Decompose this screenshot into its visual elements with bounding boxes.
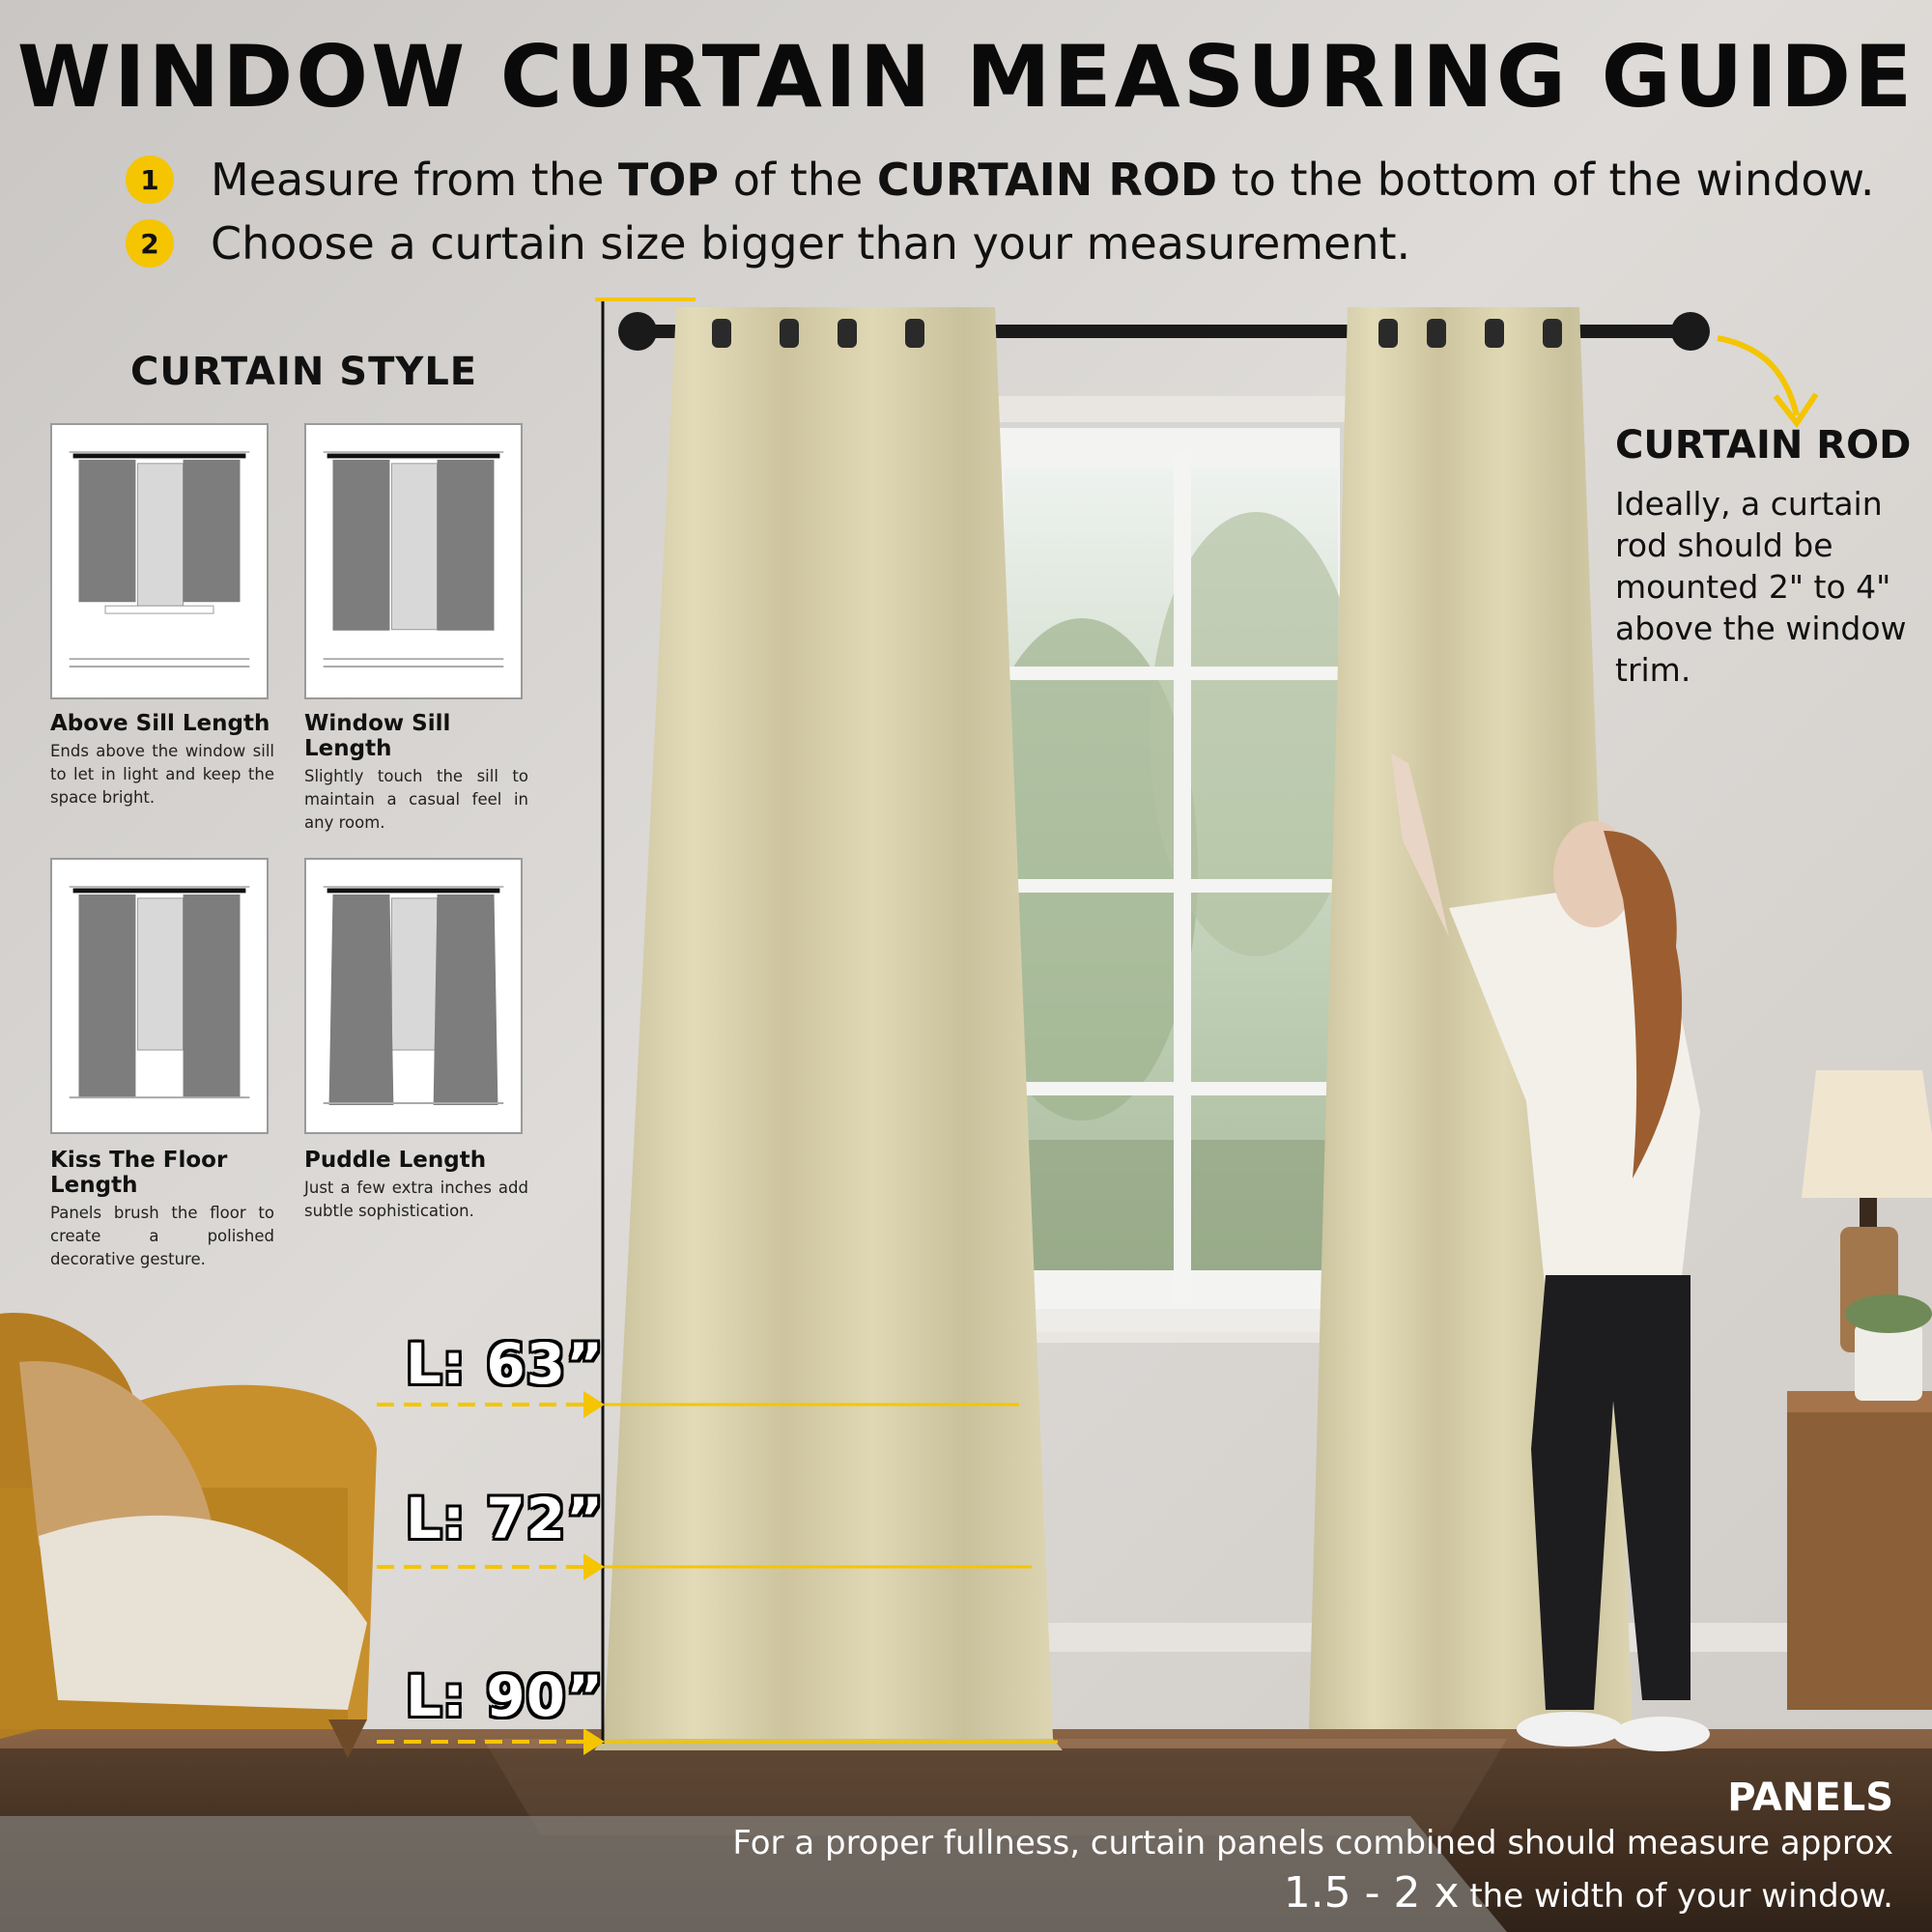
above-sill-diagram xyxy=(50,423,269,699)
length-label-90: L: 90” xyxy=(406,1663,605,1729)
style-caption-window-sill xyxy=(304,711,528,835)
page-title: WINDOW CURTAIN MEASURING GUIDE xyxy=(16,27,1916,127)
style-title: Puddle Length xyxy=(304,1148,487,1173)
window-sill-diagram xyxy=(304,423,523,699)
style-desc: Just a few extra inches add subtle sophistication. xyxy=(304,1179,528,1220)
style-title: Above Sill Length xyxy=(50,711,270,736)
step-text: Choose a curtain size bigger than your measurement. xyxy=(211,217,1411,270)
curtain-style-heading: CURTAIN STYLE xyxy=(130,350,478,394)
style-caption-puddle xyxy=(304,1148,528,1223)
kiss-floor-diagram xyxy=(50,858,269,1134)
puddle-diagram xyxy=(304,858,523,1134)
panels-title: PANELS xyxy=(1727,1776,1893,1820)
step-number-badge: 1 xyxy=(126,156,174,204)
style-desc: Panels brush the floor to create a polished decorative gesture. xyxy=(50,1204,274,1268)
step-2 xyxy=(126,214,1410,272)
curtain-rod-title: CURTAIN ROD xyxy=(1615,423,1912,468)
panels-desc-line2 xyxy=(1284,1868,1893,1918)
panels-ratio: 1.5 - 2 x xyxy=(1283,1868,1460,1918)
style-desc: Ends above the window sill to let in light and keep the space bright. xyxy=(50,742,274,807)
style-caption-above-sill xyxy=(50,711,274,810)
length-label-63: L: 63” xyxy=(406,1331,605,1397)
curtain-rod-desc: Ideally, a curtain rod should be mounted 2" to 4" above the window trim. xyxy=(1615,485,1907,689)
panels-desc-line1: For a proper fullness, curtain panels combined should measure approx xyxy=(732,1824,1893,1862)
panels-desc-end: the width of your window. xyxy=(1459,1877,1893,1916)
style-title: Window Sill Length xyxy=(304,711,451,761)
step-text: Measure from the TOP of the CURTAIN ROD to the bottom of the window. xyxy=(211,154,1875,206)
step-1 xyxy=(126,151,1875,209)
style-caption-kiss-floor xyxy=(50,1148,274,1271)
length-label-72: L: 72” xyxy=(406,1486,605,1551)
style-title: Kiss The Floor Length xyxy=(50,1148,228,1198)
style-desc: Slightly touch the sill to maintain a casual feel in any room. xyxy=(304,767,528,832)
step-number-badge: 2 xyxy=(126,219,174,268)
